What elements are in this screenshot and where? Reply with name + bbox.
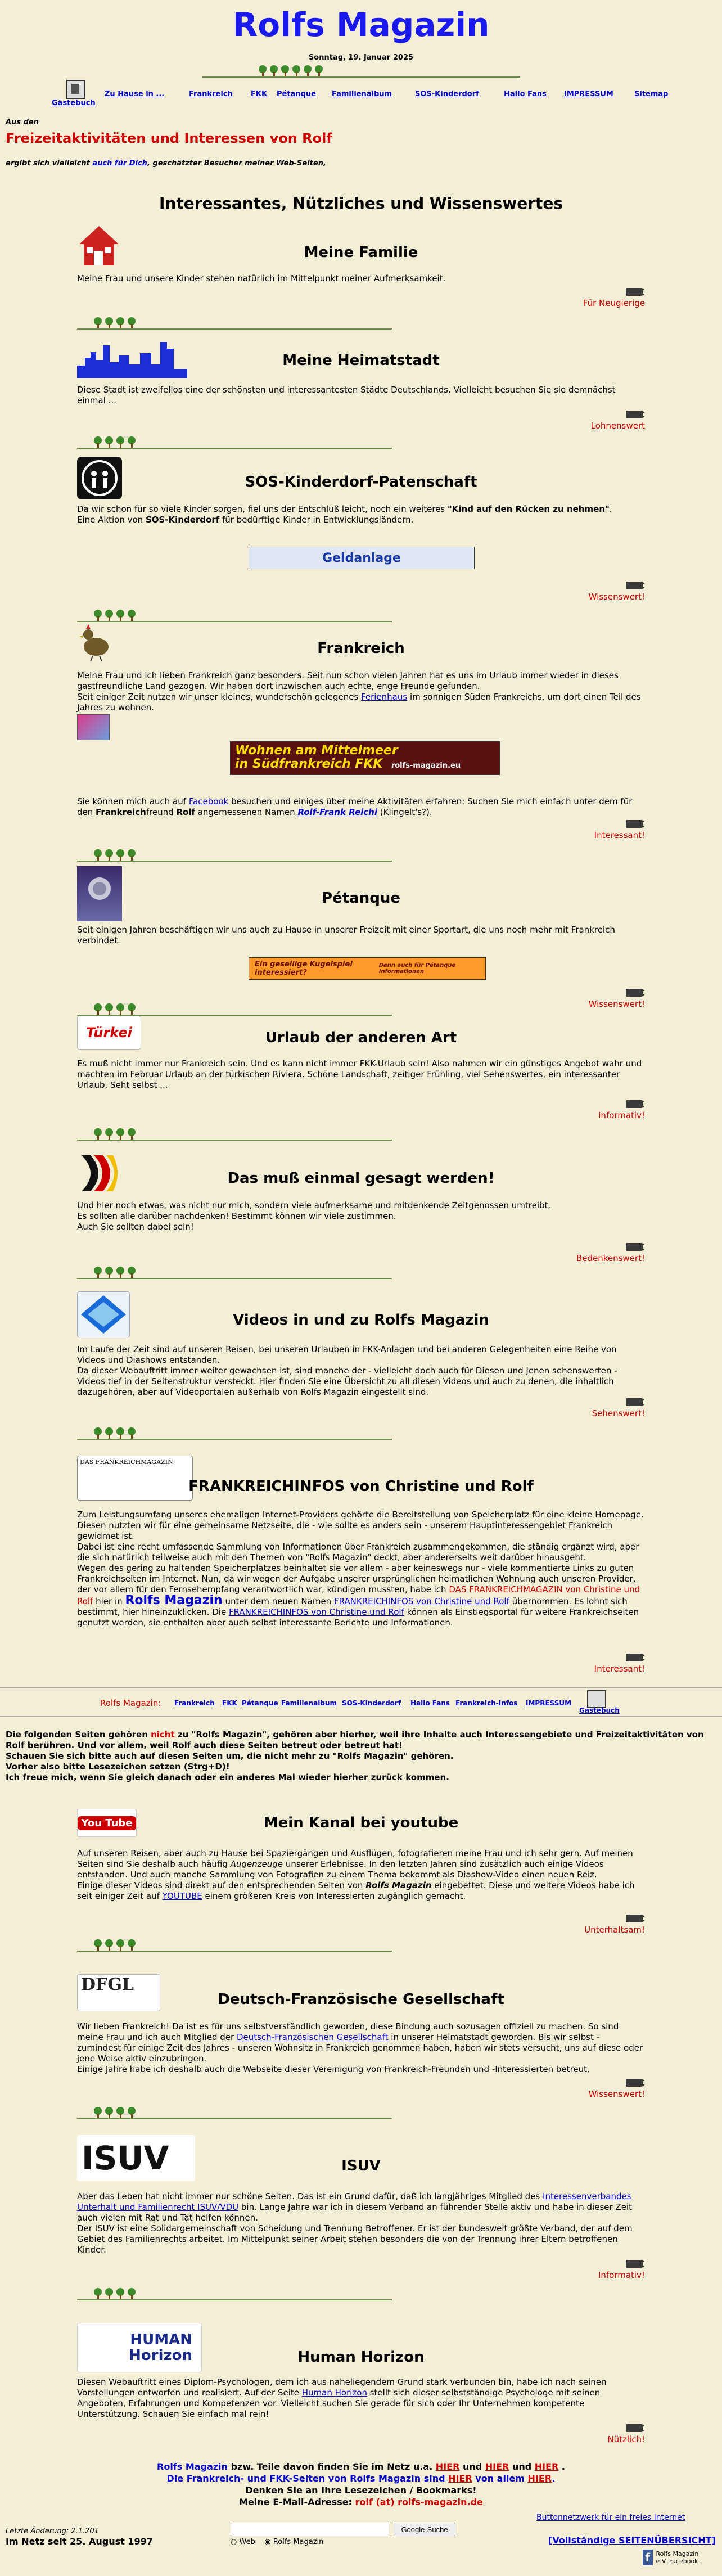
section-sos-kinderdorf: [77, 457, 645, 624]
nav-familienalbum[interactable]: Familienalbum: [332, 90, 392, 98]
tree-divider: [77, 315, 392, 331]
tree-divider: [77, 1126, 392, 1142]
bottom-navigation: [0, 1687, 722, 1717]
bottom-nav-guestbook[interactable]: Gästebuch: [579, 1706, 620, 1714]
nav-sitemap[interactable]: Sitemap: [634, 90, 669, 98]
pointing-hand-icon: [626, 411, 645, 418]
footer-hier-link-2[interactable]: HIER: [485, 2461, 509, 2472]
facebook-link[interactable]: Facebook: [188, 796, 229, 807]
frankreichinfos-link-2[interactable]: FRANKREICHINFOS von Christine und Rolf: [228, 1607, 404, 1617]
nav-sos-kinderdorf[interactable]: SOS-Kinderdorf: [415, 90, 479, 98]
section-text: Da wir schon für so viele Kinder sorgen, fiel uns der Entschluß leicht, noch ein weiteres "Kind auf den Rücken zu nehmen". Eine Aktion von SOS-Kinderdorf für bedürftige Kinder in Entwicklungsländern.: [77, 504, 612, 525]
isuv-link[interactable]: Interessenverbandes Unterhalt und Familienrecht ISUV/VDU: [77, 2191, 631, 2212]
site-title: Rolfs Magazin: [232, 6, 490, 44]
top-navigation: [0, 85, 722, 108]
facebook-text: Sie können mich auch auf Facebook besuchen und einiges über meine Aktivitäten erfahren: Suchen Sie mich einfach unter dem für den Frankreichfreund Rolf angemessenen Namen Rolf-Frank Reichi (Klingelt's?).: [77, 796, 633, 817]
flag-small-icon[interactable]: [77, 714, 110, 740]
nav-guestbook[interactable]: Gästebuch: [52, 99, 96, 107]
section-text: Meine Frau und ich lieben Frankreich ganz besonders. Seit nun schon vielen Jahren hat es uns im Urlaub immer wieder in dieses gastfreundliche Land gezogen. Wir haben dort inzwischen auch echte, enge Freunde gefunden. Seit einiger Zeit nutzen wir unser kleines, wunderschön gelegenes Ferienhaus im sonnigen Süden Frankreichs, um dort einen Teil des Jahres zu wohnen.: [77, 670, 641, 713]
footer-info: Rolfs Magazin bzw. Teile davon finden Sie im Netz u.a. HIER und HIER und HIER . Die Frankreich- und FKK-Seiten von Rolfs Magazin sind HIER von allem HIER. Denken Sie an Ihre Lesezeichen / Bookmarks! Meine E-Mail-Adresse: rolf (at) rolfs-magazin.de: [157, 2461, 565, 2507]
bottom-nav-impressum[interactable]: IMPRESSUM: [526, 1699, 572, 1707]
more-link[interactable]: Unterhaltsam!: [584, 1915, 645, 1935]
section-title: SOS-Kinderdorf-Patenschaft: [245, 474, 477, 490]
section-title: Meine Heimatstadt: [282, 352, 440, 369]
section-text: Es muß nicht immer nur Frankreich sein. Und es kann nicht immer FKK-Urlaub sein! Also nahmen wir ein günstiges Angebot wahr und machten im Februar Urlaub an der türkischen Riviera. Schöne Landschaft, zeitiger Frühling, viel Sehenswertes, ein interessanter Urlaub. Seht selbst ...: [77, 1059, 642, 1090]
section-familie: [77, 224, 645, 325]
section-videos: [77, 1291, 645, 1443]
more-link[interactable]: Nützlich!: [607, 2424, 645, 2444]
search-scope: [231, 2538, 323, 2546]
frankreichmagazin-icon[interactable]: DAS FRANKREICHMAGAZIN: [77, 1456, 193, 1501]
nav-zu-hause[interactable]: Zu Hause in ...: [105, 90, 165, 98]
intro-title: Freizeitaktivitäten und Interessen von Rolf: [6, 130, 332, 146]
section-gesagt: [77, 1153, 645, 1282]
google-search-button[interactable]: Google-Suche: [394, 2523, 455, 2536]
intro-subtitle: ergibt sich vielleicht auch für Dich, geschätzter Besucher meiner Web-Seiten,: [6, 159, 326, 168]
youtube-icon[interactable]: You Tube: [77, 1809, 137, 1837]
pointing-hand-icon: [626, 1100, 645, 1108]
turkei-icon[interactable]: Türkei: [77, 1016, 141, 1050]
section-youtube: [77, 1809, 645, 1955]
section-frankreichinfos: [77, 1456, 645, 1686]
section-text: Meine Frau und unsere Kinder stehen natürlich im Mittelpunkt meiner Aufmerksamkeit.: [77, 273, 446, 283]
human-horizon-icon[interactable]: HUMAN Horizon: [77, 2323, 202, 2372]
pointing-hand-icon: [626, 582, 645, 589]
more-link[interactable]: Wissenswert!: [589, 2079, 645, 2099]
wohnen-am-mittelmeer-banner[interactable]: Wohnen am Mittelmeer in Südfrankreich FKK rolfs-magazin.eu: [230, 741, 500, 775]
search-input[interactable]: [231, 2523, 389, 2536]
youtube-link[interactable]: YOUTUBE: [162, 1891, 202, 1901]
pointing-hand-icon: [626, 2079, 645, 2087]
sitemap-overview-link[interactable]: [Vollständige SEITENÜBERSICHT]: [548, 2535, 716, 2546]
tree-divider: [77, 1001, 392, 1017]
section-heimatstadt: [77, 337, 645, 450]
section-text: Wir lieben Frankreich! Da ist es für uns selbstverständlich geworden, diese Bindung auch sozusagen offiziell zu machen. So sind meine Frau und ich auch Mitglied der Deutsch-Französischen Gesellschaft in unserer Heimatstadt geworden. Bis wir selbst - zumindest für einige Zeit des Jahres - unseren Wohnsitz in Frankreich genommen haben, haben wir stets versucht, uns auf diese oder jene Weise aktiv einzubringen. Einige Jahre habe ich deshalb auch die Webseite dieser Vereinigung von Frankreich-Freunden und -Interessierten betreut.: [77, 2021, 643, 2074]
ferienhaus-link[interactable]: Ferienhaus: [361, 692, 408, 702]
more-link[interactable]: Für Neugierige: [583, 288, 645, 308]
more-link[interactable]: Sehenswert!: [592, 1398, 645, 1418]
more-link[interactable]: Bedenkenswert!: [576, 1243, 645, 1263]
online-since: Im Netz seit 25. August 1997: [6, 2536, 153, 2547]
tree-divider: [77, 1425, 392, 1441]
section-text: Auf unseren Reisen, aber auch zu Hause bei Spaziergängen und Ausflügen, fotografieren meine Frau und ich sehr gern. Auf meinen Seiten sind Sie deshalb auch häufig Augenzeuge unserer Erlebnisse. In den letzten Jahren sind zusätzlich auch einige Videos entstanden. Und auch manche Sammlung von Fotografien zu einem Thema bekommt als Diashow-Video einen neuen Reiz. Einige dieser Videos sind direkt auf den entsprechenden Seiten von Rolfs Magazin eingebettet. Diese und weitere Videos habe ich seit einiger Zeit auf YOUTUBE einem größeren Kreis von Interessierten zugänglich gemacht.: [77, 1848, 635, 1901]
section-title: Frankreich: [317, 640, 405, 657]
date: Sonntag, 19. Januar 2025: [308, 53, 414, 62]
section-text: Und hier noch etwas, was nicht nur mich, sondern viele aufmerksame und mitdenkende Zeitgenossen umtreibt. Es sollten alle darüber nachdenken! Bestimmt können wir viele zustimmen. Auch Sie sollten dabei sein!: [77, 1200, 551, 1232]
bottom-nav-petanque[interactable]: Pétanque: [242, 1699, 278, 1707]
more-link[interactable]: Lohnenswert: [591, 411, 645, 431]
kugelspiel-banner[interactable]: Ein gesellige Kugelspiel interessiert? Dann auch für Pétanque Informationen: [249, 957, 486, 980]
tree-divider: [77, 2286, 392, 2302]
bottom-nav-frankreich[interactable]: Frankreich: [174, 1699, 215, 1707]
last-change: Letzte Änderung: 2.1.201: [6, 2527, 99, 2536]
more-link[interactable]: Wissenswert!: [589, 989, 645, 1009]
pointing-hand-icon: [626, 1915, 645, 1922]
human-horizon-link[interactable]: Human Horizon: [301, 2388, 367, 2398]
bottom-nav-frankreich-infos[interactable]: Frankreich-Infos: [455, 1699, 518, 1707]
isuv-icon[interactable]: ISUV: [77, 2135, 195, 2181]
radio-web[interactable]: ○ Web: [231, 2538, 255, 2546]
tree-divider: [77, 847, 392, 863]
footer-hier-link-5[interactable]: HIER: [527, 2473, 552, 2484]
section-title: Urlaub der anderen Art: [265, 1029, 457, 1046]
more-link[interactable]: Informativ!: [598, 1100, 645, 1120]
nav-frankreich[interactable]: Frankreich: [189, 90, 233, 98]
facebook-badge[interactable]: f Rolfs Magazin e.V. Facebook: [643, 2548, 710, 2567]
section-title: Deutsch-Französische Gesellschaft: [218, 1991, 504, 2008]
section-title: Meine Familie: [304, 244, 418, 261]
bottom-guestbook-icon[interactable]: [587, 1690, 606, 1708]
section-text: Seit einigen Jahren beschäftigen wir uns auch zu Hause in unserer Freizeit mit einer Sportart, die uns noch mehr mit Frankreich verbindet.: [77, 925, 615, 945]
intro-prefix: Aus den: [6, 118, 39, 127]
section-petanque: [77, 866, 645, 1007]
intro-link[interactable]: auch für Dich: [92, 159, 147, 168]
frankreichinfos-link[interactable]: FRANKREICHINFOS von Christine und Rolf: [333, 1596, 509, 1606]
pointing-hand-icon: [626, 1654, 645, 1661]
more-link[interactable]: Interessant!: [594, 820, 645, 840]
nav-fkk[interactable]: FKK: [251, 90, 268, 98]
nav-hallo-fans[interactable]: Hallo Fans: [504, 90, 547, 98]
section-frankreich: [77, 623, 645, 865]
dfgl-icon[interactable]: DFGL: [77, 1974, 160, 2011]
pointing-hand-icon: [626, 989, 645, 997]
bottom-nav-hallo-fans[interactable]: Hallo Fans: [410, 1699, 450, 1707]
section-title: Das muß einmal gesagt werden!: [227, 1170, 495, 1187]
tree-divider: [77, 1937, 392, 1953]
footer-hier-link-1[interactable]: HIER: [435, 2461, 460, 2472]
footer-hier-link-4[interactable]: HIER: [448, 2473, 472, 2484]
section-text: Zum Leistungsumfang unseres ehemaligen Internet-Providers gehörte die Bereitstellung von Speicherplatz für eine kleine Homepage. Diesen nutzten wir für eine gemeinsame Netzseite, die - wie sollte es anders sein - unserem Hauptinteressengebiet Frankreich gewidmet ist. Dabei ist eine recht umfassende Sammlung von Informationen über Frankreich zusammengekommen, die ständig ergänzt wird, aber die sich natürlich teilweise auch mit den Themen von "Rolfs Magazin" deckt, aber andererseits weit darüber hinausgeht. Wegen des gering zu haltenden Speicherplatzes beinhaltet sie vor allem - aber keineswegs nur - viele kommentierte Links zu guten Frankreichseiten im Internet. Nun, da wir wegen der Aufgabe unserer ursprünglichen heimatlichen Wohnung auch unseren Provider, der vor allem für den Fernsehempfang verantwortlich war, kündigen mussten, habe ich DAS FRANKREICHMAGAZIN von Christine und Rolf hier in Rolfs Magazin unter dem neuen Namen FRANKREICHINFOS von Christine und Rolf übernommen. Es lohnt sich bestimmt, hier hineinzuklicken. Die FRANKREICHINFOS von Christine und Rolf können als Einstiegsportal für weitere Frankreichseiten genutzt werden, sie enthalten aber auch selbst interessante Berichte und Informationen.: [77, 1510, 644, 1628]
tree-divider: [77, 607, 392, 623]
pointing-hand-icon: [626, 1398, 645, 1406]
tree-divider: [77, 1264, 392, 1280]
facebook-icon: f: [643, 2550, 653, 2565]
pointing-hand-icon: [626, 820, 645, 828]
dfg-link[interactable]: Deutsch-Französischen Gesellschaft: [236, 2032, 389, 2042]
section-title: FRANKREICHINFOS von Christine und Rolf: [188, 1478, 534, 1495]
section-title: Human Horizon: [297, 2349, 425, 2366]
section-text: Diese Stadt ist zweifellos eine der schönsten und interessantesten Städte Deutschlands. Vielleicht besuchen Sie sie demnächst einmal ...: [77, 385, 616, 406]
footer-hier-link-3[interactable]: HIER: [534, 2461, 559, 2472]
main-heading: Interessantes, Nützliches und Wissenswertes: [159, 194, 563, 213]
tree-divider: [77, 2105, 392, 2120]
section-title: Videos in und zu Rolfs Magazin: [233, 1312, 489, 1328]
nav-impressum[interactable]: IMPRESSUM: [564, 90, 613, 98]
bottom-nav-label: Rolfs Magazin:: [100, 1698, 161, 1708]
more-link[interactable]: Informativ!: [598, 2260, 645, 2280]
tree-divider: [77, 434, 392, 450]
radio-site[interactable]: ◉ Rolfs Magazin: [264, 2538, 324, 2546]
section-title: Pétanque: [322, 890, 400, 907]
geldanlage-banner[interactable]: Geldanlage: [249, 547, 475, 569]
section-human-horizon: [77, 2323, 645, 2447]
section-title: Mein Kanal bei youtube: [263, 1814, 459, 1831]
more-link[interactable]: Wissenswert!: [589, 582, 645, 602]
more-link[interactable]: Interessant!: [594, 1654, 645, 1674]
section-text: Aber das Leben hat nicht immer nur schöne Seiten. Das ist ein Grund dafür, daß ich langjähriges Mitglied des Interessenverbandes Unterhalt und Familienrecht ISUV/VDU bin. Lange Jahre war ich in diesem Verband an führender Stelle aktiv und habe in dieser Zeit auch vielen mit Rat und Tat helfen können. Der ISUV ist eine Solidargemeinschaft von Scheidung und Trennung Betroffener. Er ist der bundesweit größte Verband, der auf dem Gebiet des Familienrechts arbeitet. Im Mittelpunkt seiner Arbeit stehen besonders die von der Trennung ihrer Eltern betroffenen Kinder.: [77, 2191, 633, 2255]
bottom-nav-sos-kinderdorf[interactable]: SOS-Kinderdorf: [342, 1699, 401, 1707]
section-text: Diesen Webauftritt eines Diplom-Psychologen, dem ich aus naheliegendem Grund stark verbunden bin, habe ich nach seinen Vorstellungen entworfen und realisiert. Auf der Seite Human Horizon stellt sich dieser selbstständige Psychologe mit seinen Angeboten, Erfahrungen und Kompetenzen vor. Vielleicht suchen Sie gerade für sich oder Ihr Unternehmen kompetente Unterstützung. Schauen Sie einfach mal rein!: [77, 2377, 607, 2419]
header-tree-divider: [202, 63, 520, 79]
bottom-nav-fkk[interactable]: FKK: [222, 1699, 237, 1707]
bottom-nav-familienalbum[interactable]: Familienalbum: [281, 1699, 337, 1707]
pointing-hand-icon: [626, 2424, 645, 2432]
button-network-link[interactable]: Buttonnetzwerk für ein freies Internet: [536, 2513, 685, 2522]
external-pages-notice: Die folgenden Seiten gehören nicht zu "Rolfs Magazin", gehören aber hierher, weil ihre Inhalte auch Interessengebiete und Freizeitaktivitäten von Rolf berühren. Und vor allem, weil Rolf auch diese Seiten betreut oder betreut hat! Schauen Sie sich bitte auch auf diesen Seiten um, die nicht mehr zu "Rolfs Magazin" gehören. Vorher also bitte Lesezeichen setzen (Strg+D)! Ich freue mich, wenn Sie gleich danach oder ein anderes Mal wieder hierher zurück kommen.: [6, 1730, 704, 1782]
section-isuv: [77, 2135, 645, 2304]
pointing-hand-icon: [626, 1243, 645, 1251]
rolf-frank-reichi-link[interactable]: Rolf-Frank Reichi: [297, 807, 377, 817]
nav-petanque[interactable]: Pétanque: [277, 90, 316, 98]
pointing-hand-icon: [626, 2260, 645, 2268]
email-address[interactable]: rolf (at) rolfs-magazin.de: [355, 2497, 483, 2507]
section-title: ISUV: [341, 2158, 381, 2174]
section-text: Im Laufe der Zeit sind auf unseren Reisen, bei unseren Urlauben in FKK-Anlagen und bei anderen Gelegenheiten eine Reihe von Videos und Diashows entstanden. Da dieser Webauftritt immer weiter gewachsen ist, sind manche der - vielleicht doch auch für Diesen und Jenen sehenswerten - Videos tief in der Seitenstruktur versteckt. Hier finden Sie eine Übersicht zu all diesen Videos und auch zu denen, die inhaltlich dazugehören, aber auf Videoportalen außerhalb von Rolfs Magazin eingestellt sind.: [77, 1344, 617, 1397]
section-urlaub: [77, 1016, 645, 1140]
pointing-hand-icon: [626, 288, 645, 296]
section-dfg: [77, 1974, 645, 2123]
